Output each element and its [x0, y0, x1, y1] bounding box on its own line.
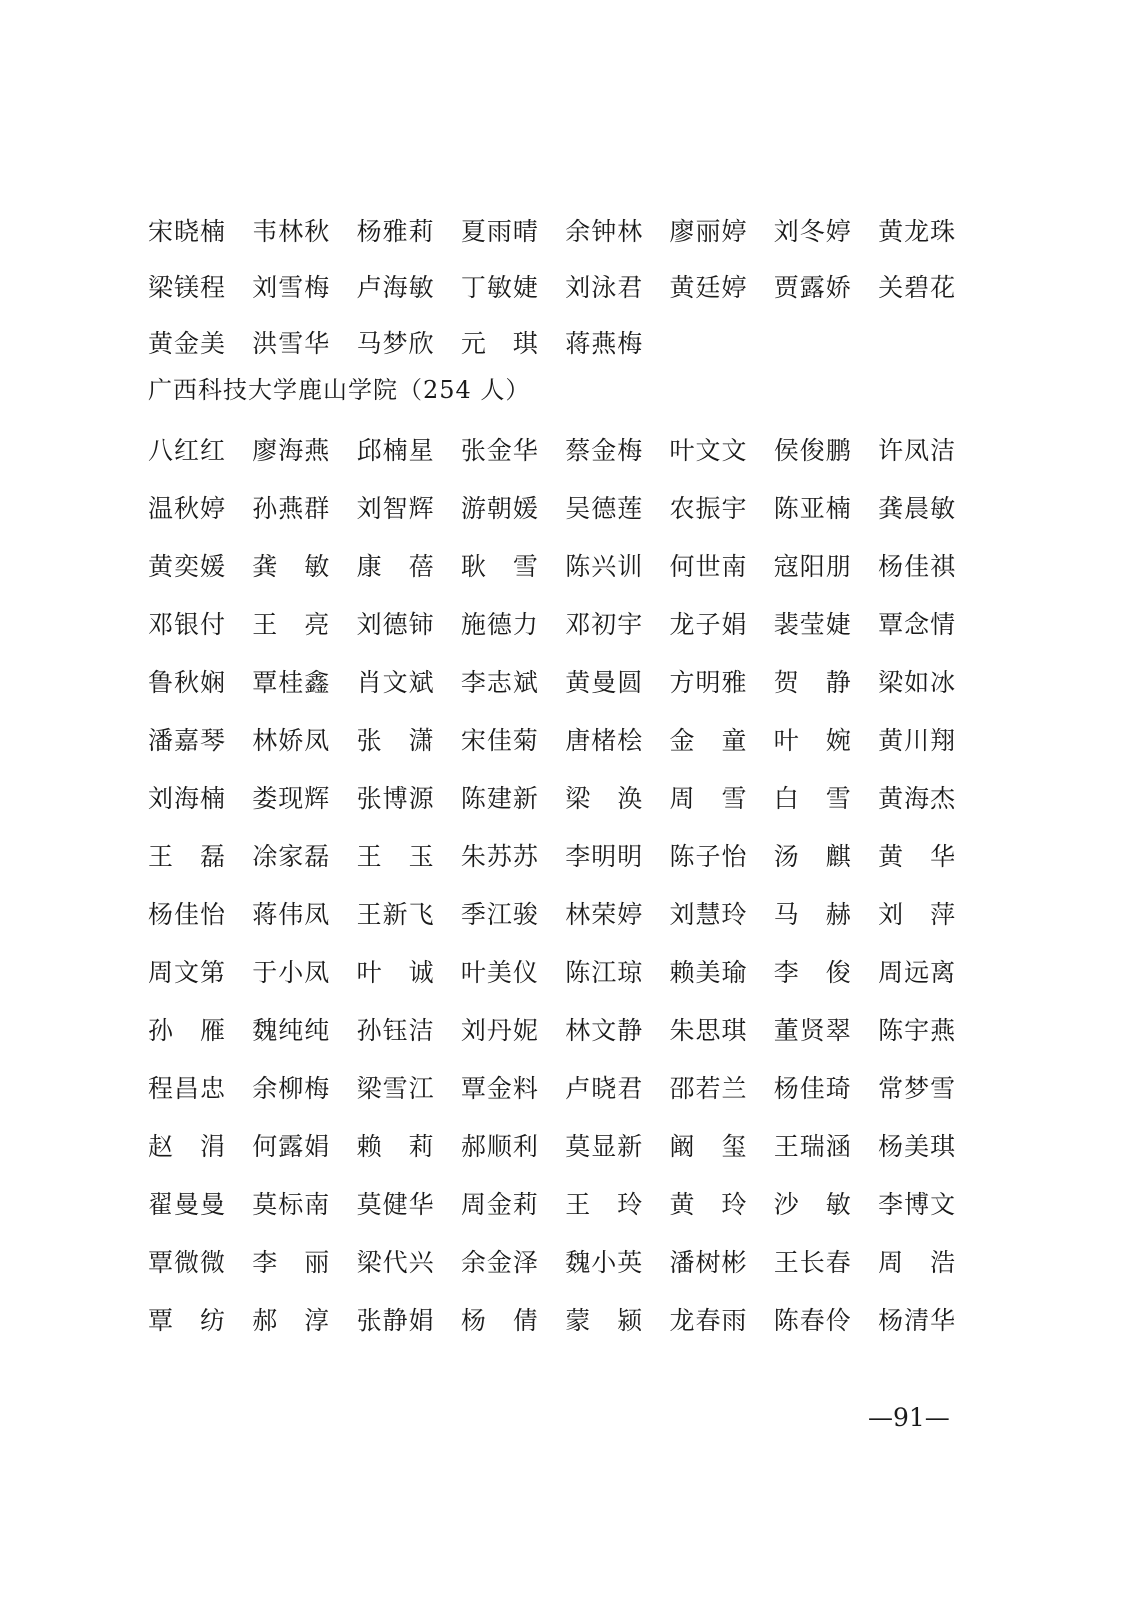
person-name: 邓初宇	[565, 610, 644, 639]
person-name: 卢海敏	[356, 273, 435, 302]
person-name: 王 玉	[356, 842, 435, 871]
name-row	[148, 783, 968, 841]
person-name: 何露娟	[252, 1132, 331, 1161]
person-name: 董贤翠	[773, 1016, 852, 1045]
person-name: 黄廷婷	[669, 273, 748, 302]
person-name: 温秋婷	[148, 494, 227, 523]
person-name: 孙钰洁	[356, 1016, 435, 1045]
person-name: 叶 婉	[773, 726, 852, 755]
person-name: 娄现辉	[252, 784, 331, 813]
name-row	[148, 435, 968, 493]
name-row	[148, 899, 968, 957]
person-name: 张博源	[356, 784, 435, 813]
person-name: 孙 雁	[148, 1016, 227, 1045]
person-name: 肖文斌	[356, 668, 435, 697]
name-row	[148, 216, 968, 272]
person-name: 方明雅	[669, 668, 748, 697]
person-name: 龙子娟	[669, 610, 748, 639]
person-name: 贺 静	[773, 668, 852, 697]
person-name: 李博文	[878, 1190, 957, 1219]
person-name: 蒋燕梅	[565, 329, 644, 358]
person-name: 鲁秋娴	[148, 668, 227, 697]
person-name: 黄龙珠	[878, 217, 957, 246]
person-name: 林娇凤	[252, 726, 331, 755]
person-name: 于小凤	[252, 958, 331, 987]
person-name: 余柳梅	[252, 1074, 331, 1103]
person-name: 覃微微	[148, 1248, 227, 1277]
person-name: 耿 雪	[460, 552, 539, 581]
name-row	[148, 1131, 968, 1189]
name-row	[148, 1189, 968, 1247]
person-name: 龚晨敏	[878, 494, 957, 523]
person-name: 张金华	[460, 436, 539, 465]
person-name: 刘智辉	[356, 494, 435, 523]
person-name: 周文第	[148, 958, 227, 987]
person-name: 梁代兴	[356, 1248, 435, 1277]
person-name: 刘海楠	[148, 784, 227, 813]
page-number: —91—	[868, 1403, 950, 1432]
name-row	[148, 1247, 968, 1305]
person-name: 叶美仪	[460, 958, 539, 987]
person-name: 莫健华	[356, 1190, 435, 1219]
person-name: 白 雪	[773, 784, 852, 813]
person-name: 陈兴训	[565, 552, 644, 581]
person-name: 宋晓楠	[148, 217, 227, 246]
person-name: 刘雪梅	[252, 273, 331, 302]
person-name: 张 潇	[356, 726, 435, 755]
person-name: 程昌忠	[148, 1074, 227, 1103]
person-name: 洪雪华	[252, 329, 331, 358]
person-name: 张静娟	[356, 1306, 435, 1335]
person-name: 陈春伶	[773, 1306, 852, 1335]
person-name: 侯俊鹏	[773, 436, 852, 465]
person-name: 陈子怡	[669, 842, 748, 871]
person-name: 丁敏婕	[460, 273, 539, 302]
person-name: 陈江琼	[565, 958, 644, 987]
person-name: 蒋伟凤	[252, 900, 331, 929]
person-name: 覃桂鑫	[252, 668, 331, 697]
name-row	[148, 1305, 968, 1363]
person-name: 陈宇燕	[878, 1016, 957, 1045]
person-name: 王 磊	[148, 842, 227, 871]
person-name: 许凤洁	[878, 436, 957, 465]
person-name: 游朝媛	[460, 494, 539, 523]
name-row	[148, 551, 968, 609]
person-name: 杨雅莉	[356, 217, 435, 246]
person-name: 周金莉	[460, 1190, 539, 1219]
person-name: 潘树彬	[669, 1248, 748, 1277]
person-name: 叶 诚	[356, 958, 435, 987]
person-name: 魏纯纯	[252, 1016, 331, 1045]
person-name: 季江骏	[460, 900, 539, 929]
person-name: 朱思琪	[669, 1016, 748, 1045]
person-name: 叶文文	[669, 436, 748, 465]
person-name: 朱苏苏	[460, 842, 539, 871]
person-name: 裴莹婕	[773, 610, 852, 639]
person-name: 赖 莉	[356, 1132, 435, 1161]
name-row	[148, 1073, 968, 1131]
person-name: 李 丽	[252, 1248, 331, 1277]
person-name: 杨佳琦	[773, 1074, 852, 1103]
person-name: 关碧花	[878, 273, 957, 302]
person-name: 李明明	[565, 842, 644, 871]
person-name: 刘 萍	[878, 900, 957, 929]
person-name: 陈建新	[460, 784, 539, 813]
person-name: 林文静	[565, 1016, 644, 1045]
name-row	[148, 493, 968, 551]
person-name: 黄曼圆	[565, 668, 644, 697]
person-name: 卢晓君	[565, 1074, 644, 1103]
person-name: 覃念情	[878, 610, 957, 639]
person-name: 邓银付	[148, 610, 227, 639]
person-name: 赵 涓	[148, 1132, 227, 1161]
person-name: 蔡金梅	[565, 436, 644, 465]
person-name: 杨 倩	[460, 1306, 539, 1335]
person-name: 马梦欣	[356, 329, 435, 358]
person-name: 赖美瑜	[669, 958, 748, 987]
name-list-section-2	[148, 435, 968, 1363]
person-name: 金 童	[669, 726, 748, 755]
name-row	[148, 957, 968, 1015]
person-name: 黄奕媛	[148, 552, 227, 581]
person-name: 蒙 颍	[565, 1306, 644, 1335]
person-name: 阚 玺	[669, 1132, 748, 1161]
person-name: 刘丹妮	[460, 1016, 539, 1045]
person-name: 韦林秋	[252, 217, 331, 246]
person-name: 周远离	[878, 958, 957, 987]
name-list-section-1	[148, 216, 968, 384]
person-name: 邱楠星	[356, 436, 435, 465]
person-name: 元 琪	[460, 329, 539, 358]
person-name: 何世南	[669, 552, 748, 581]
person-name: 杨清华	[878, 1306, 957, 1335]
person-name: 刘慧玲	[669, 900, 748, 929]
person-name: 余金泽	[460, 1248, 539, 1277]
person-name: 王长春	[773, 1248, 852, 1277]
person-name: 贾露娇	[773, 273, 852, 302]
name-row	[148, 1015, 968, 1073]
person-name: 周 雪	[669, 784, 748, 813]
person-name: 夏雨晴	[460, 217, 539, 246]
person-name: 刘冬婷	[773, 217, 852, 246]
person-name: 覃金料	[460, 1074, 539, 1103]
person-name: 黄金美	[148, 329, 227, 358]
person-name: 覃 纺	[148, 1306, 227, 1335]
person-name: 龙春雨	[669, 1306, 748, 1335]
person-name: 郝顺利	[460, 1132, 539, 1161]
person-name: 李志斌	[460, 668, 539, 697]
person-name: 周 浩	[878, 1248, 957, 1277]
person-name: 翟曼曼	[148, 1190, 227, 1219]
person-name: 莫显新	[565, 1132, 644, 1161]
person-name: 康 蓓	[356, 552, 435, 581]
person-name: 黄 玲	[669, 1190, 748, 1219]
person-name: 杨佳祺	[878, 552, 957, 581]
person-name: 廖海燕	[252, 436, 331, 465]
name-row	[148, 272, 968, 328]
person-name: 黄川翔	[878, 726, 957, 755]
person-name: 八红红	[148, 436, 227, 465]
person-name: 孙燕群	[252, 494, 331, 523]
section-header: 广西科技大学鹿山学院（254 人）	[148, 376, 531, 404]
person-name: 廖丽婷	[669, 217, 748, 246]
person-name: 郝 淳	[252, 1306, 331, 1335]
person-name: 潘嘉琴	[148, 726, 227, 755]
person-name: 魏小英	[565, 1248, 644, 1277]
person-name: 李 俊	[773, 958, 852, 987]
person-name: 汤 麒	[773, 842, 852, 871]
person-name: 余钟林	[565, 217, 644, 246]
name-row	[148, 725, 968, 783]
person-name: 杨佳怡	[148, 900, 227, 929]
person-name: 林荣婷	[565, 900, 644, 929]
person-name: 莫标南	[252, 1190, 331, 1219]
person-name: 黄海杰	[878, 784, 957, 813]
person-name: 刘德铈	[356, 610, 435, 639]
person-name: 马 赫	[773, 900, 852, 929]
person-name: 黄 华	[878, 842, 957, 871]
person-name: 王 玲	[565, 1190, 644, 1219]
person-name: 邵若兰	[669, 1074, 748, 1103]
person-name: 梁雪江	[356, 1074, 435, 1103]
person-name: 王瑞涵	[773, 1132, 852, 1161]
person-name: 梁镁程	[148, 273, 227, 302]
name-row	[148, 609, 968, 667]
person-name: 吴德莲	[565, 494, 644, 523]
name-row	[148, 667, 968, 725]
person-name: 施德力	[460, 610, 539, 639]
person-name: 梁如冰	[878, 668, 957, 697]
person-name: 王 亮	[252, 610, 331, 639]
person-name: 农振宇	[669, 494, 748, 523]
person-name: 龚 敏	[252, 552, 331, 581]
person-name: 杨美琪	[878, 1132, 957, 1161]
person-name: 凃家磊	[252, 842, 331, 871]
person-name: 唐楮桧	[565, 726, 644, 755]
person-name: 刘泳君	[565, 273, 644, 302]
person-name: 寇阳朋	[773, 552, 852, 581]
person-name: 陈亚楠	[773, 494, 852, 523]
person-name: 常梦雪	[878, 1074, 957, 1103]
person-name: 沙 敏	[773, 1190, 852, 1219]
person-name: 梁 涣	[565, 784, 644, 813]
person-name: 王新飞	[356, 900, 435, 929]
name-row	[148, 841, 968, 899]
person-name: 宋佳菊	[460, 726, 539, 755]
